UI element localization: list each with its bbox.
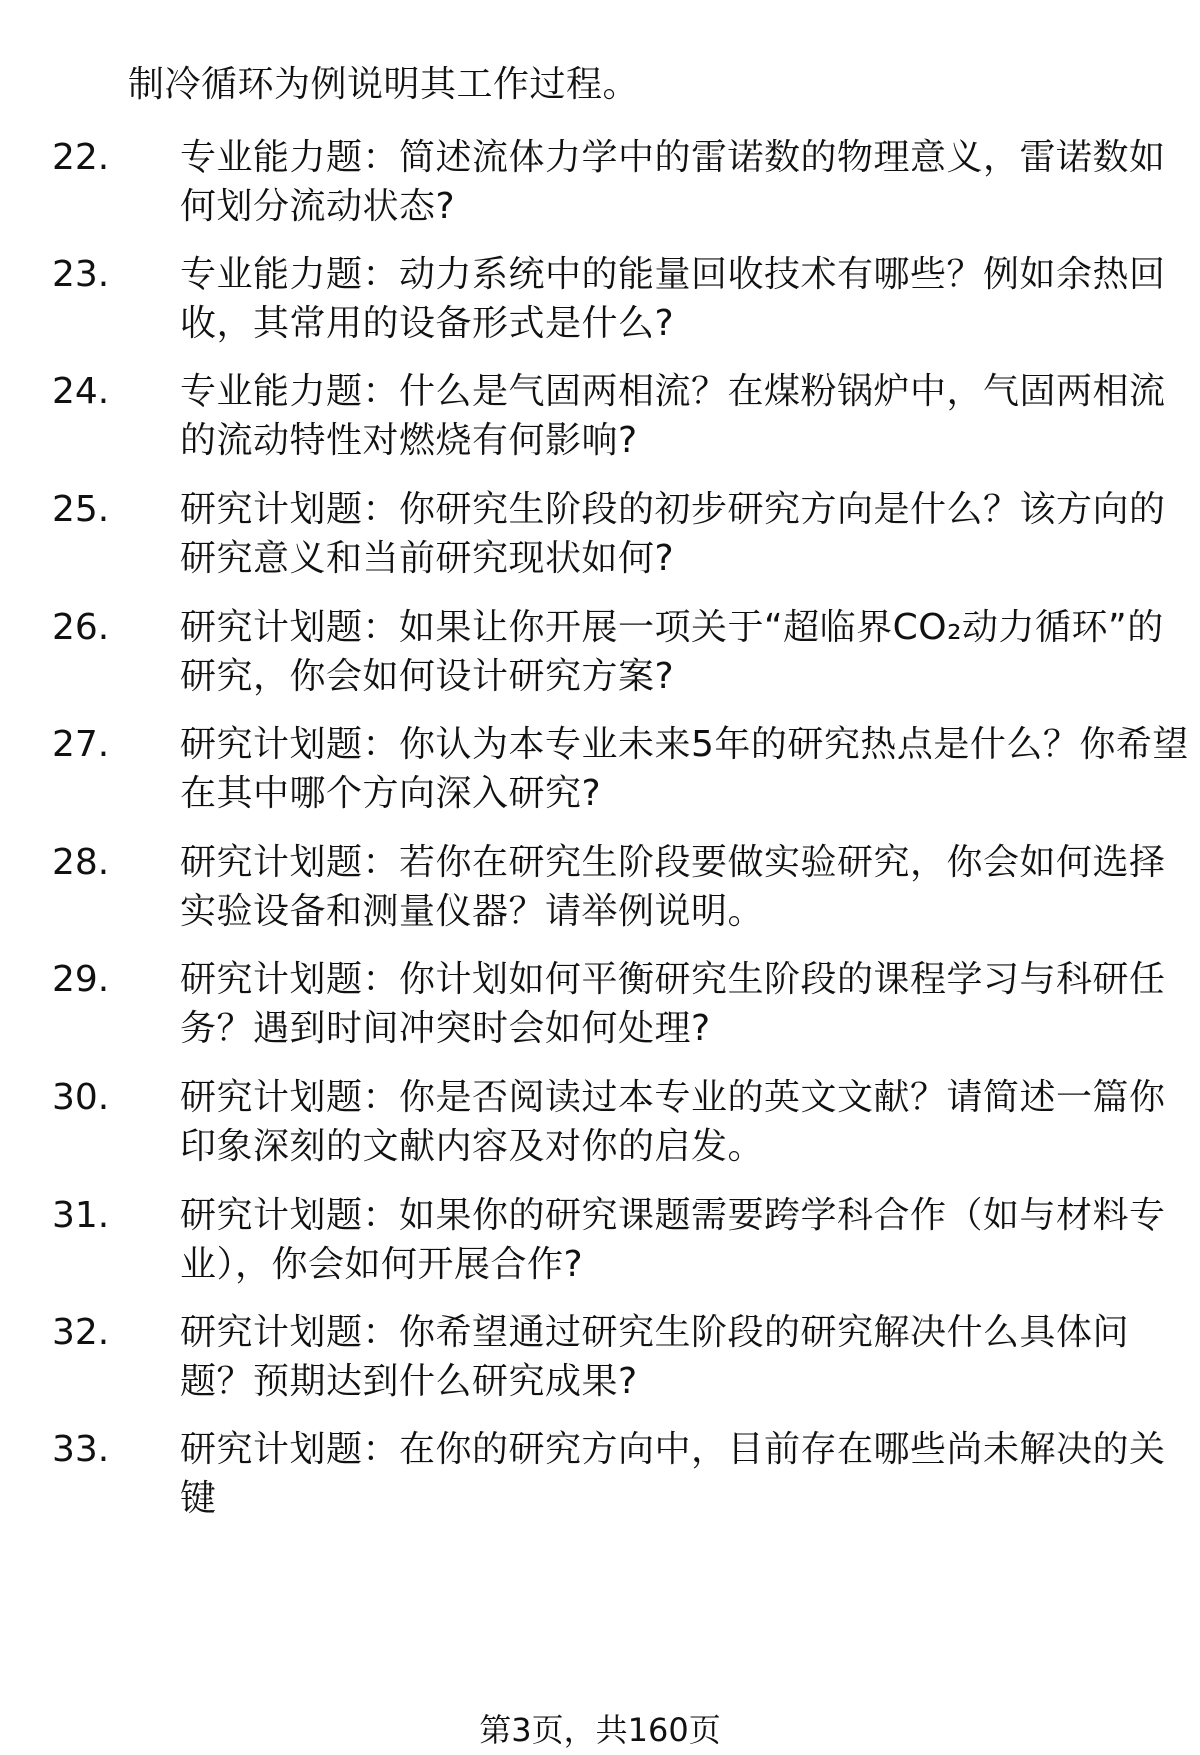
question-number: 31. [52, 1195, 110, 1236]
question-number: 28. [52, 842, 110, 883]
question-number: 24. [52, 371, 110, 412]
question-number: 22. [52, 137, 110, 178]
question-number: 23. [52, 254, 110, 295]
question-text: 研究计划题：你认为本专业未来5年的研究热点是什么？你希望在其中哪个方向深入研究? [180, 724, 1189, 814]
question-text: 研究计划题：如果让你开展一项关于“超临界CO₂动力循环”的研究，你会如何设计研究方案? [180, 607, 1164, 697]
question-text: 研究计划题：你研究生阶段的初步研究方向是什么？该方向的研究意义和当前研究现状如何? [180, 489, 1166, 579]
question-number: 27. [52, 724, 110, 765]
question-text: 研究计划题：在你的研究方向中，目前存在哪些尚未解决的关键 [180, 1429, 1166, 1519]
page-footer: 第3页，共160页 [479, 1711, 721, 1749]
question-text: 专业能力题：动力系统中的能量回收技术有哪些？例如余热回收，其常用的设备形式是什么? [180, 254, 1166, 344]
question-text: 研究计划题：你计划如何平衡研究生阶段的课程学习与科研任务？遇到时间冲突时会如何处理? [180, 959, 1166, 1049]
question-number: 29. [52, 959, 110, 1000]
continuation-text: 制冷循环为例说明其工作过程。 [128, 64, 640, 105]
question-text: 研究计划题：你是否阅读过本专业的英文文献？请简述一篇你印象深刻的文献内容及对你的启发。 [180, 1077, 1166, 1167]
question-number: 25. [52, 489, 110, 530]
question-text: 研究计划题：若你在研究生阶段要做实验研究，你会如何选择实验设备和测量仪器？请举例说明。 [180, 842, 1166, 932]
question-number: 26. [52, 607, 110, 648]
question-number: 33. [52, 1429, 110, 1470]
question-text: 专业能力题：简述流体力学中的雷诺数的物理意义，雷诺数如何划分流动状态? [180, 137, 1166, 227]
question-text: 研究计划题：如果你的研究课题需要跨学科合作（如与材料专业），你会如何开展合作? [180, 1195, 1166, 1285]
question-text: 研究计划题：你希望通过研究生阶段的研究解决什么具体问题？预期达到什么研究成果? [180, 1312, 1130, 1402]
question-text: 专业能力题：什么是气固两相流？在煤粉锅炉中，气固两相流的流动特性对燃烧有何影响? [180, 371, 1166, 461]
question-number: 32. [52, 1312, 110, 1353]
question-number: 30. [52, 1077, 110, 1118]
